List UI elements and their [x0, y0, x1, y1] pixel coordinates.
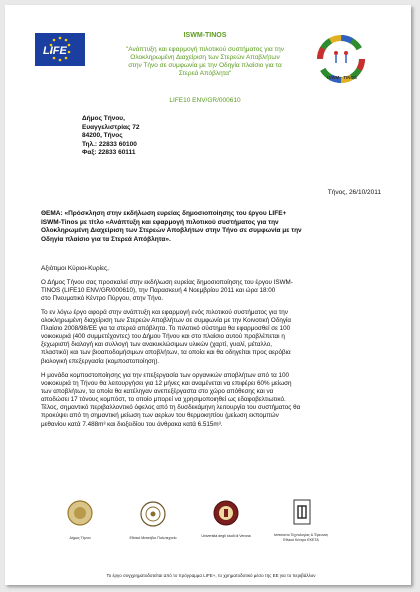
paragraph-invitation: Ο Δήμος Τήνου σας προσκαλεί στην εκδήλωση ευρείας δημοσιοποίησης του έργου ISWM- TINOS (LIFE10 ENV/GR/000610), την Παρασκευή 4 Νοεμβρίου 2011 και ώρα 18:00 στο Πνευματικό Κέντρο Πύργου, στην Τήνο. [41, 279, 293, 303]
sender-address: Δήμος Τήνου, Ευαγγελιστρίας 72 84200, Τήνος Τηλ.: 22833 60100 Φαξ: 22833 60111 [82, 115, 140, 156]
letter-page [5, 5, 411, 585]
partner-label-verona: Università degli studi di Verona [201, 534, 251, 538]
project-logo-label: ISWM - TINOS [327, 75, 357, 80]
partner-label-certh: Ινστιτούτο Τεχνολογίας & Έρευνας Εθνικό Κέντρο ΕΚΕΤΑ [273, 533, 329, 542]
letter-greeting: Αξιότιμοι Κύριοι-Κυρίες, [41, 265, 109, 272]
municipality-seal-icon [67, 499, 93, 527]
project-subtitle: "Ανάπτυξη και εφαρμογή πιλοτικού συστήματος για την Ολοκληρωμένη Διαχείριση των Στερεών Αποβλήτων στην Τήνο σε συμφωνία με την Οδηγία πλαίσιο για τα Στερεά Απόβλητα" [126, 46, 284, 77]
life-logo-text: LIFE [43, 45, 67, 57]
ntua-seal-icon [140, 500, 166, 528]
project-code: LIFE10 ENV/GR/000610 [169, 97, 241, 104]
letter-header [5, 5, 411, 115]
project-title: ISWM-TINOS [183, 32, 227, 39]
paragraph-composting: Η μονάδα κομποστοποίησης για την επεξεργασία των οργανικών αποβλήτων από τα 100 νοικοκυριά τη Τήνου θα λειτουργήσει για 12 μήνες και αναμένεται να επιφέρει 60% μείωση των αποβλήτων, τα οποία θα κατέληγαν ανεπεξέργαστα στο χώρο απόθεσης και να αποδώσει 17 τόνους κομπόστ, το οποίο μπορεί να χρησιμοποιηθεί ως εδαφοβελτιωτικό. Τέλος, σημαντικό περιβαλλοντικό όφελος από τη δυσδεκάμηνη λειτουργία του συστήματος θα προκύψει από τη σημαντική μείωση των αερίων του θερμοκηπίου (μείωση εκπομπών μεθανίου κατά 7.488m³ και διοξειδίου του άνθρακα κατά 6.515m³. [41, 372, 301, 428]
funding-footer: Το έργο συγχρηματοδοτείται από το πρόγραμμα LIFE+, το χρηματοδοτικό μέσο της ΕΕ για το περιβάλλον [106, 573, 316, 578]
partner-label-ntua: Εθνικό Μετσόβιο Πολυτεχνείο [129, 536, 177, 540]
letter-date: Τήνος, 26/10/2011 [327, 189, 381, 196]
partner-label-municipality: Δήμος Τήνου [69, 536, 91, 540]
verona-seal-icon [213, 499, 239, 527]
certh-seal-icon [291, 498, 313, 528]
letter-subject: ΘΕΜΑ: «Πρόσκληση στην εκδήλωση ευρείας δημοσιοποίησης του έργου LIFE+ ISWM-Tinos με τίτλο «Ανάπτυξη και εφαρμογή πιλοτικού συστήματος για την Ολοκληρωμένη Διαχείριση των Στερεών Αποβλήτων στην Τήνο σε συμφωνία με την Οδηγία πλαίσιο για τα Στερεά Απόβλητα». [41, 210, 302, 243]
paragraph-project-description: Το εν λόγω έργο αφορά στην ανάπτυξη και εφαρμογή ενός πιλοτικού συστήματος για την ολοκληρωμένη διαχείριση των Στερεών Αποβλήτων σε συμφωνία με την Κοινοτική Οδηγία Πλαίσιο 2008/98/ΕΕ για τα στερεά απόβλητα. Το πιλοτικό σύστημα θα εφαρμοσθεί σε 100 νοικοκυριά (400 συμμετέχοντες) του Δήμου Τήνου και στο πλαίσιο αυτού προβλέπεται η ξεχωριστή διαλογή και συλλογή των ανακυκλώσιμων υλικών (χαρτί, γυαλί, μέταλλο, πλαστικό) και των βιοαποδομήσιμων αποβλήτων, τα οποία και θα οδηγείται προς αερόβια βιολογική επεξεργασία (κομποστοποίηση). [41, 309, 292, 365]
